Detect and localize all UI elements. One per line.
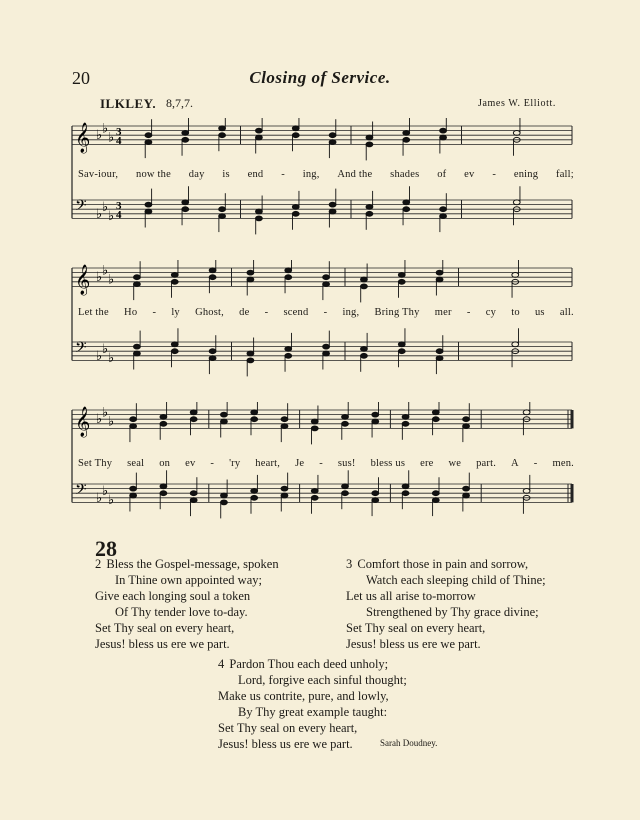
flat-icon: ♭ [108,209,115,225]
note-head [398,279,405,284]
note-head [513,200,520,205]
note-head [281,417,288,422]
lyric-syllable: Let the [78,307,109,318]
lyric-syllable: ev [464,169,475,180]
flat-icon: ♭ [102,121,109,137]
time-signature-bottom: 4 [116,135,122,147]
note-head [523,489,530,494]
note-head [160,484,167,489]
note-head [311,426,318,431]
note-head [436,270,443,275]
verse-number: 3 [346,557,353,571]
note-head [342,415,349,420]
note-head [372,498,379,503]
lyric-syllable: fall; [556,169,574,180]
note-head [292,133,299,138]
treble-clef-icon: 𝄞 [75,407,91,437]
note-head [281,493,288,498]
verse-line: Set Thy seal on every heart, [346,621,486,635]
verse-line: Set Thy seal on every heart, [95,621,235,635]
note-head [403,200,410,205]
note-head [398,273,405,278]
note-head [436,349,443,354]
lyric-syllable: part. [476,458,497,469]
note-head [190,417,197,422]
verse-line: By Thy great example taught: [238,705,388,719]
note-head [209,349,216,354]
note-head [285,347,292,352]
note-head [251,417,258,422]
lyrics-line-2 [78,307,574,318]
verse-line: Strengthened by Thy grace divine; [366,605,539,619]
note-head [403,137,410,142]
flat-icon: ♭ [102,483,109,499]
lyric-syllable: - [152,307,157,318]
lyric-syllable: now the [136,169,171,180]
note-head [329,133,336,138]
treble-clef-icon: 𝄞 [75,265,91,295]
flat-icon: ♭ [108,130,115,146]
verse-line: Comfort those in pain and sorrow, [357,557,529,571]
note-head [221,500,228,505]
note-head [130,417,137,422]
lyric-syllable: Bring Thy [374,307,420,318]
note-head [342,421,349,426]
flat-icon: ♭ [108,272,115,288]
note-head [209,268,216,273]
note-head [512,273,519,278]
note-head [463,417,470,422]
note-head [463,424,470,429]
lyric-syllable: ly [171,307,180,318]
note-head [134,344,141,349]
verse-line: Bless the Gospel-message, spoken [106,557,279,571]
note-head [513,131,520,136]
lyric-syllable: scend [283,307,309,318]
note-head [182,207,189,212]
verse-line: Give each longing soul a token [95,589,251,603]
treble-clef-icon: 𝄞 [75,123,91,153]
note-head [256,135,263,140]
verse-2 [95,556,279,652]
note-head [247,358,254,363]
note-head [372,419,379,424]
lyrics-line-3 [78,458,574,469]
note-head [372,491,379,496]
lyric-syllable: - [264,307,269,318]
note-head [221,419,228,424]
verse-line: Set Thy seal on every heart, [218,721,358,735]
lyric-syllable: ere [420,458,434,469]
lyric-syllable: - [281,169,285,180]
note-head [323,351,330,356]
page-heading: Closing of Service. [249,68,391,87]
verse-line: Of Thy tender love to-day. [115,605,248,619]
note-head [361,277,368,282]
flat-icon: ♭ [96,490,103,506]
verse-line: Jesus! bless us ere we part. [346,637,481,651]
hymn-number: 28 [95,536,117,561]
note-head [182,200,189,205]
note-head [219,133,226,138]
verse-line: Watch each sleeping child of Thine; [366,573,546,587]
lyric-syllable: Set Thy [78,458,113,469]
note-head [285,353,292,358]
lyric-syllable: to [511,307,520,318]
note-head [311,419,318,424]
note-head [372,412,379,417]
note-head [311,495,318,500]
verse-line: In Thine own appointed way; [115,573,262,587]
flat-icon: ♭ [102,405,109,421]
flat-icon: ♭ [108,351,115,367]
note-head [342,491,349,496]
flat-icon: ♭ [96,348,103,364]
verse-number: 2 [95,557,102,571]
note-head [221,493,228,498]
note-head [436,277,443,282]
lyric-syllable: us [534,307,545,318]
note-head [323,282,330,287]
note-head [247,277,254,282]
note-head [145,209,152,214]
lyrics-line-1 [78,169,574,180]
note-head [366,135,373,140]
lyric-syllable: day [188,169,205,180]
note-head [361,347,368,352]
lyric-syllable: heart, [255,458,281,469]
lyric-syllable: - [323,307,328,318]
flat-icon: ♭ [102,341,109,357]
lyric-syllable: end [247,169,264,180]
bass-clef-icon: 𝄢 [75,481,87,502]
note-head [361,284,368,289]
lyric-syllable: Sav-iour, [78,169,119,180]
note-head [182,131,189,136]
note-head [432,417,439,422]
lyric-syllable: A [511,458,519,469]
note-head [145,140,152,145]
time-signature-top: 3 [116,126,122,138]
lyric-syllable: shades [390,169,420,180]
note-head [440,135,447,140]
flat-icon: ♭ [108,414,115,430]
lyric-syllable: is [222,169,230,180]
flat-icon: ♭ [96,412,103,428]
flat-icon: ♭ [96,128,103,144]
lyric-syllable: cy [485,307,497,318]
lyric-syllable: mer [434,307,452,318]
flat-icon: ♭ [96,270,103,286]
note-head [440,128,447,133]
lyric-syllable: ing, [342,307,360,318]
note-head [251,410,258,415]
note-head [130,486,137,491]
lyric-syllable: Je [295,458,305,469]
note-head [171,349,178,354]
note-head [134,282,141,287]
music-system-2 [0,260,640,380]
lyric-syllable: - [466,307,471,318]
note-head [285,268,292,273]
note-head [366,205,373,210]
lyric-syllable: - [533,458,538,469]
note-head [145,202,152,207]
note-head [247,351,254,356]
lyric-syllable: ev [185,458,196,469]
note-head [398,349,405,354]
note-head [329,202,336,207]
note-head [440,207,447,212]
note-head [512,342,519,347]
note-head [171,342,178,347]
lyric-syllable: de [239,307,250,318]
note-head [145,133,152,138]
note-head [463,493,470,498]
verse-line: Let us all arise to-morrow [346,589,476,603]
verse-4 [218,656,407,752]
lyric-syllable: - [492,169,497,180]
lyric-syllable: of [437,169,447,180]
note-head [251,495,258,500]
verse-line: Jesus! bless us ere we part. [218,737,353,751]
verse-line: Pardon Thou each deed unholy; [229,657,389,671]
lyric-syllable: ing, [302,169,320,180]
note-head [292,205,299,210]
note-head [221,412,228,417]
note-head [440,214,447,219]
note-head [256,216,263,221]
note-head [190,498,197,503]
flat-icon: ♭ [102,199,109,215]
bass-clef-icon: 𝄢 [75,197,87,218]
note-head [251,489,258,494]
note-head [432,410,439,415]
lyric-syllable: - [319,458,323,469]
note-head [285,275,292,280]
lyric-syllable: bless us [370,458,406,469]
note-head [171,273,178,278]
time-signature-bottom: 4 [116,209,122,221]
tune-name: ILKLEY. [100,96,157,111]
hymn-author: Sarah Doudney. [380,738,438,748]
lyric-syllable: 'ry [229,458,241,469]
note-head [436,356,443,361]
note-head [329,140,336,145]
note-head [130,493,137,498]
note-head [323,275,330,280]
lyric-syllable: Ghost, [195,307,224,318]
verse-3 [346,556,546,652]
verse-number: 4 [218,657,225,671]
note-head [160,415,167,420]
note-head [219,214,226,219]
note-head [402,491,409,496]
note-head [134,351,141,356]
note-head [398,342,405,347]
lyric-syllable: all. [559,307,574,318]
tune-meter: 8,7,7. [166,96,193,110]
verse-line: Lord, forgive each sinful thought; [238,673,407,687]
note-head [256,209,263,214]
note-head [190,410,197,415]
note-head [342,484,349,489]
lyric-syllable: men. [552,458,574,469]
lyric-syllable: on [159,458,171,469]
flat-icon: ♭ [102,263,109,279]
note-head [292,211,299,216]
note-head [311,489,318,494]
lyric-syllable: And the [337,169,373,180]
note-head [323,344,330,349]
bass-clef-icon: 𝄢 [75,339,87,360]
note-head [182,137,189,142]
lyric-syllable: sus! [337,458,356,469]
note-head [366,142,373,147]
lyric-syllable: ening [513,169,539,180]
page-number: 20 [72,68,90,88]
note-head [366,211,373,216]
note-head [281,486,288,491]
note-head [402,415,409,420]
flat-icon: ♭ [96,206,103,222]
note-head [160,491,167,496]
note-head [463,486,470,491]
lyric-syllable: Ho [124,307,138,318]
note-head [329,209,336,214]
lyric-syllable: - [210,458,215,469]
note-head [171,279,178,284]
note-head [130,424,137,429]
note-head [403,207,410,212]
note-head [403,131,410,136]
note-head [523,410,530,415]
note-head [361,353,368,358]
time-signature-top: 3 [116,200,122,212]
note-head [432,498,439,503]
verse-line: Jesus! bless us ere we part. [95,637,230,651]
note-head [219,126,226,131]
note-head [219,207,226,212]
note-head [190,491,197,496]
verse-line: Make us contrite, pure, and lowly, [218,689,389,703]
note-head [209,275,216,280]
note-head [247,270,254,275]
lyric-syllable: seal [127,458,145,469]
note-head [432,491,439,496]
note-head [402,484,409,489]
note-head [402,421,409,426]
note-head [281,424,288,429]
note-head [134,275,141,280]
lyric-syllable: we [448,458,462,469]
flat-icon: ♭ [108,493,115,509]
composer: James W. Elliott. [478,98,556,109]
note-head [209,356,216,361]
note-head [160,421,167,426]
note-head [256,128,263,133]
note-head [292,126,299,131]
